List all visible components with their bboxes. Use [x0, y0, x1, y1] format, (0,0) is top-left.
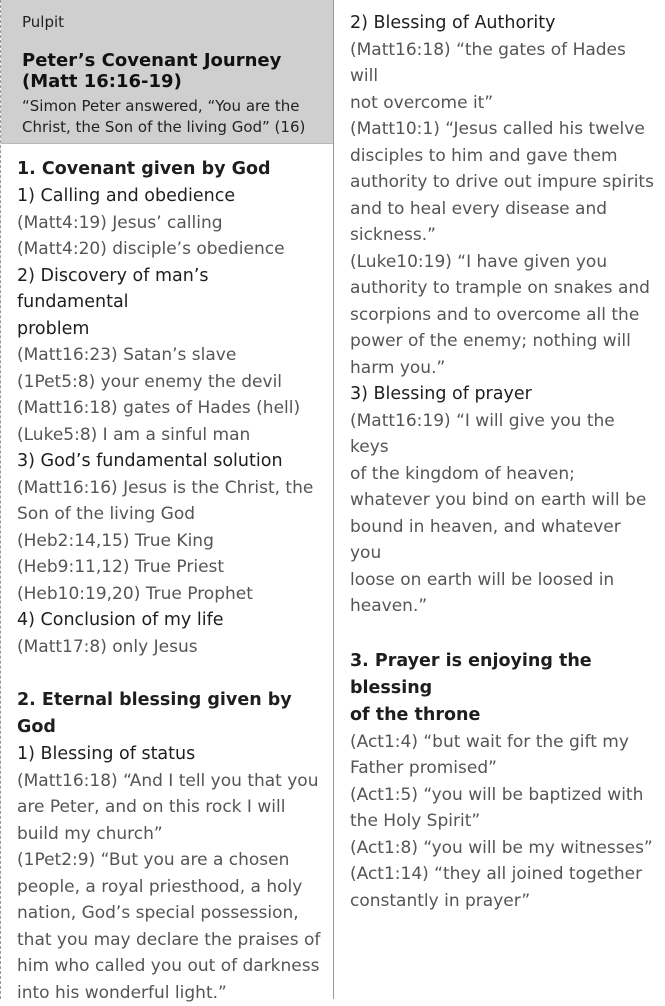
verse-line: (Heb2:14,15) True King [17, 528, 325, 555]
subsection-heading: 3) Blessing of prayer [350, 381, 657, 408]
verse-line: (Matt16:23) Satan’s slave [17, 342, 325, 369]
verse-line: are Peter, and on this rock I will [17, 794, 325, 821]
subsection-heading: 1) Blessing of status [17, 741, 325, 768]
right-body [334, 0, 665, 914]
verse-line: (Matt10:1) “Jesus called his twelve [350, 116, 657, 143]
verse-line: (Matt4:19) Jesus’ calling [17, 210, 325, 237]
verse-line: (Luke5:8) I am a sinful man [17, 422, 325, 449]
verse-line: (Luke10:19) “I have given you [350, 249, 657, 276]
spacer [350, 620, 657, 648]
subsection-heading: 1) Calling and obedience [17, 183, 325, 210]
subsection-heading: problem [17, 316, 325, 343]
key-verse: “Simon Peter answered, “You are the Christ, the Son of the living God” (16) [22, 96, 325, 138]
verse-line: disciples to him and gave them [350, 143, 657, 170]
verse-line: authority to drive out impure spirits [350, 169, 657, 196]
verse-line: the Holy Spirit” [350, 808, 657, 835]
section-heading: of the throne [350, 702, 657, 729]
verse-line: (Act1:14) “they all joined together [350, 861, 657, 888]
verse-line: Son of the living God [17, 501, 325, 528]
verse-line: bound in heaven, and whatever you [350, 514, 657, 567]
verse-line: constantly in prayer” [350, 888, 657, 915]
verse-line: (Matt16:16) Jesus is the Christ, the [17, 475, 325, 502]
verse-line: power of the enemy; nothing will [350, 328, 657, 355]
verse-line: scorpions and to overcome all the [350, 302, 657, 329]
verse-line: (Matt16:18) gates of Hades (hell) [17, 395, 325, 422]
verse-line: (Act1:5) “you will be baptized with [350, 782, 657, 809]
verse-line: him who called you out of darkness [17, 953, 325, 980]
verse-line: loose on earth will be loosed in [350, 567, 657, 594]
sermon-title: Peter’s Covenant Journey (Matt 16:16-19) [22, 50, 325, 92]
verse-line: that you may declare the praises of [17, 927, 325, 954]
verse-line: Father promised” [350, 755, 657, 782]
verse-line: (Matt17:8) only Jesus [17, 634, 325, 661]
verse-line: people, a royal priesthood, a holy [17, 874, 325, 901]
verse-line: of the kingdom of heaven; [350, 461, 657, 488]
verse-line: (Act1:8) “you will be my witnesses” [350, 835, 657, 862]
header-box [1, 0, 333, 144]
verse-line: not overcome it” [350, 90, 657, 117]
verse-line: authority to trample on snakes and [350, 275, 657, 302]
verse-line: (1Pet5:8) your enemy the devil [17, 369, 325, 396]
section-heading: 3. Prayer is enjoying the blessing [350, 648, 657, 702]
verse-line: (Heb9:11,12) True Priest [17, 554, 325, 581]
left-body [1, 144, 333, 1006]
section-heading: 1. Covenant given by God [17, 156, 325, 183]
verse-line: (Heb10:19,20) True Prophet [17, 581, 325, 608]
verse-line: and to heal every disease and [350, 196, 657, 223]
verse-line: (Matt16:19) “I will give you the keys [350, 408, 657, 461]
bulletin-name: Pulpit [22, 12, 325, 32]
verse-line: (1Pet2:9) “But you are a chosen [17, 847, 325, 874]
verse-line: sickness.” [350, 222, 657, 249]
spacer [17, 660, 325, 687]
verse-line: nation, God’s special possession, [17, 900, 325, 927]
subsection-heading: 2) Discovery of man’s fundamental [17, 263, 325, 316]
verse-line: harm you.” [350, 355, 657, 382]
subsection-heading: 4) Conclusion of my life [17, 607, 325, 634]
verse-line: (Matt4:20) disciple’s obedience [17, 236, 325, 263]
section-heading: 2. Eternal blessing given by God [17, 687, 325, 741]
right-column [333, 0, 665, 999]
subsection-heading: 2) Blessing of Authority [350, 10, 657, 37]
verse-line: heaven.” [350, 593, 657, 620]
verse-line: whatever you bind on earth will be [350, 487, 657, 514]
verse-line: (Act1:4) “but wait for the gift my [350, 729, 657, 756]
left-column [0, 0, 333, 999]
verse-line: (Matt16:18) “And I tell you that you [17, 768, 325, 795]
verse-line: into his wonderful light.” [17, 980, 325, 1006]
verse-line: (Matt16:18) “the gates of Hades will [350, 37, 657, 90]
subsection-heading: 3) God’s fundamental solution [17, 448, 325, 475]
verse-line: build my church” [17, 821, 325, 848]
